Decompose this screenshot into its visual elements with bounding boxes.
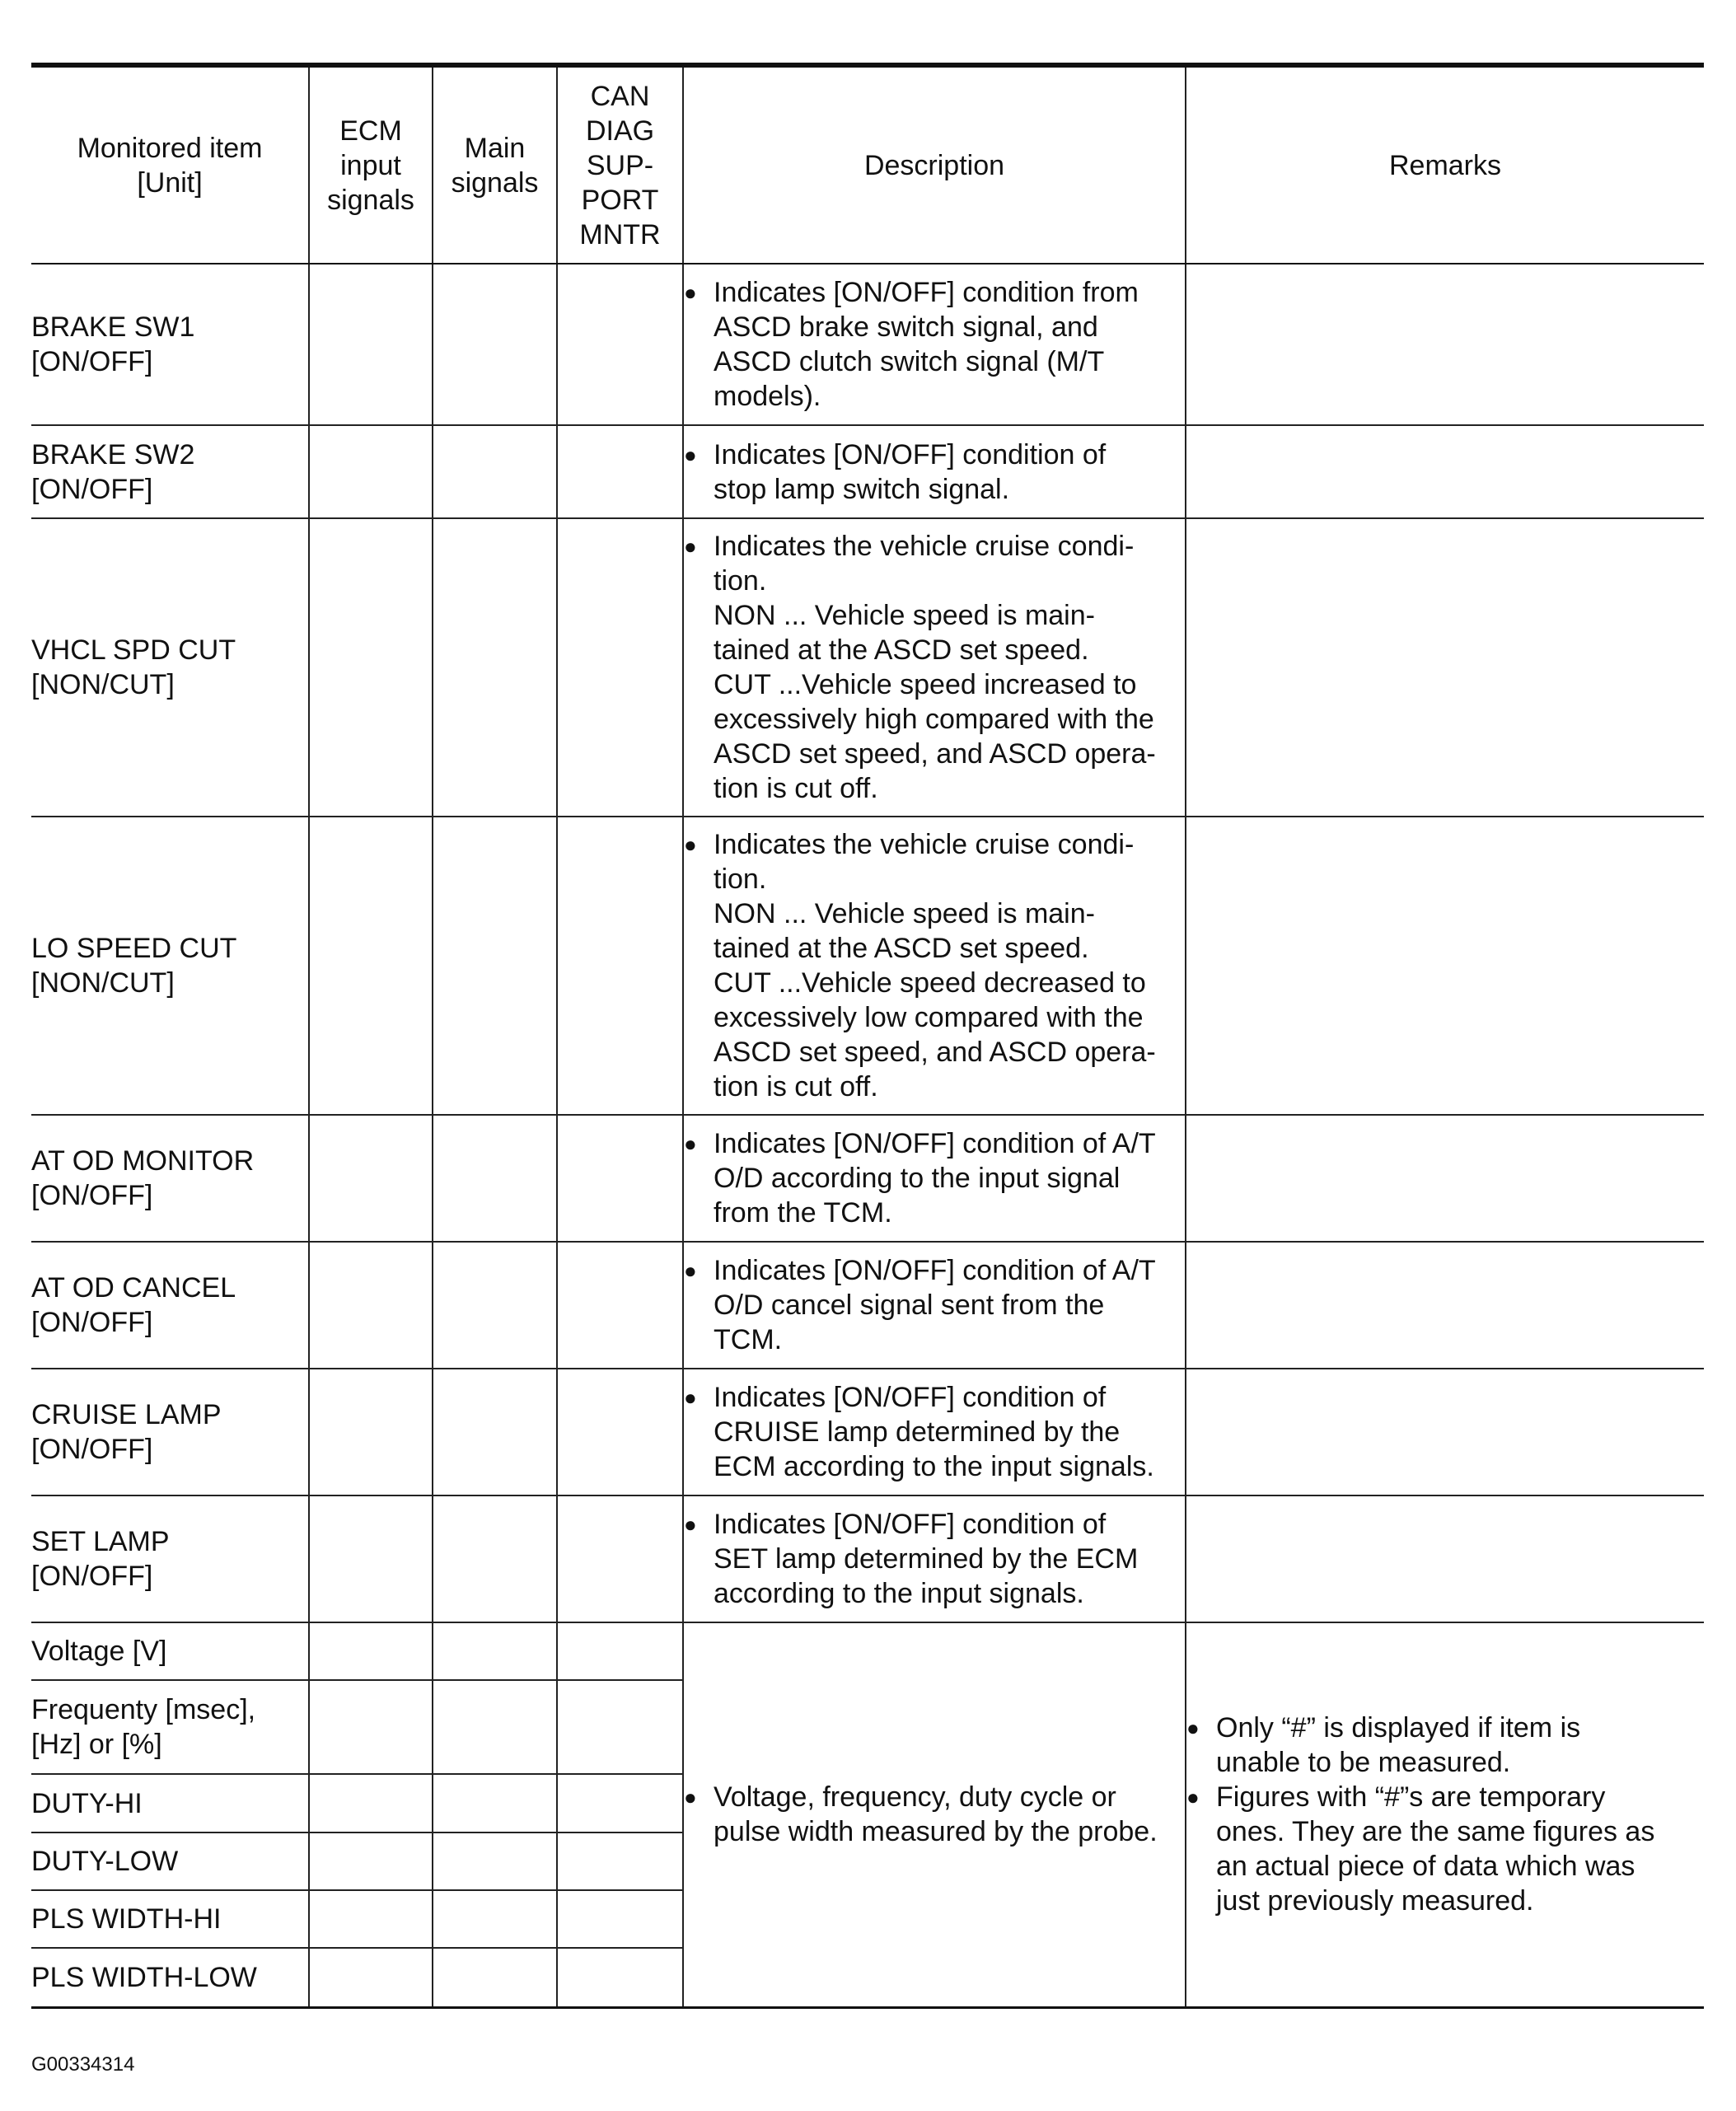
table-row	[31, 518, 1704, 817]
monitored-item-cell	[31, 1774, 309, 1832]
monitored-item-cell	[31, 1242, 309, 1369]
monitored-item-cell	[31, 1369, 309, 1495]
ecm-input-signal-cell	[309, 1115, 433, 1242]
can-diag-cell	[557, 1622, 683, 1680]
remarks-cell	[1186, 518, 1704, 817]
main-signal-cell	[433, 1369, 557, 1495]
main-signal-cell	[433, 817, 557, 1115]
bullet-icon: ●	[684, 280, 697, 305]
table-row	[31, 1242, 1704, 1369]
remark-text: Figures with “#”s are temporary ones. They are the same figures as an actual piece of data which was just previously measured.	[1216, 1781, 1655, 1917]
description-cell	[683, 817, 1186, 1115]
bullet-icon: ●	[684, 1785, 697, 1810]
probe-remarks-cell	[1186, 1622, 1704, 2007]
description-text: Indicates [ON/OFF] condition from ASCD brake switch signal, and ASCD clutch switch signal (M/T models).	[714, 277, 1139, 412]
probe-description-cell	[683, 1622, 1186, 2007]
description-text: Indicates [ON/OFF] condition of A/T O/D cancel signal sent from the TCM.	[714, 1255, 1156, 1355]
header-row	[31, 65, 1704, 264]
main-signal-cell	[433, 1622, 557, 1680]
remarks-cell	[1186, 1495, 1704, 1622]
description-cell	[683, 518, 1186, 817]
header-can-diag-support-mntr: CAN DIAG SUP- PORT MNTR	[557, 65, 683, 264]
ecm-input-signal-cell	[309, 1832, 433, 1890]
ecm-input-signal-cell	[309, 1948, 433, 2007]
monitored-item-cell	[31, 817, 309, 1115]
main-signal-cell	[433, 1832, 557, 1890]
can-diag-cell	[557, 1680, 683, 1774]
main-signal-cell	[433, 1890, 557, 1948]
table-row	[31, 264, 1704, 425]
monitored-item-label: BRAKE SW1 [ON/OFF]	[31, 311, 195, 377]
bullet-icon: ●	[684, 442, 697, 467]
bullet-icon: ●	[684, 832, 697, 857]
remarks-cell	[1186, 425, 1704, 518]
ecm-input-signal-cell	[309, 1369, 433, 1495]
main-signal-cell	[433, 1774, 557, 1832]
ecm-input-signal-cell	[309, 1890, 433, 1948]
remarks-cell	[1186, 1115, 1704, 1242]
remark-text: Only “#” is displayed if item is unable to be measured.	[1216, 1712, 1581, 1779]
can-diag-cell	[557, 1242, 683, 1369]
can-diag-cell	[557, 425, 683, 518]
monitor-item-table	[31, 63, 1704, 2009]
remarks-cell	[1186, 264, 1704, 425]
main-signal-cell	[433, 1948, 557, 2007]
ecm-input-signal-cell	[309, 518, 433, 817]
bullet-icon: ●	[1186, 1715, 1200, 1741]
main-signal-cell	[433, 1495, 557, 1622]
monitored-item-cell	[31, 518, 309, 817]
ecm-input-signal-cell	[309, 1622, 433, 1680]
bullet-icon: ●	[684, 1131, 697, 1156]
monitored-item-label: VHCL SPD CUT [NON/CUT]	[31, 634, 236, 700]
monitored-item-label: DUTY-LOW	[31, 1846, 179, 1877]
description-cell	[683, 425, 1186, 518]
remarks-cell	[1186, 1242, 1704, 1369]
can-diag-cell	[557, 518, 683, 817]
monitored-item-label: CRUISE LAMP [ON/OFF]	[31, 1399, 222, 1465]
bullet-icon: ●	[684, 534, 697, 559]
monitored-item-label: BRAKE SW2 [ON/OFF]	[31, 438, 195, 505]
monitored-item-label: PLS WIDTH-LOW	[31, 1961, 257, 1993]
main-signal-cell	[433, 1242, 557, 1369]
table-row	[31, 1369, 1704, 1495]
monitored-item-cell	[31, 1495, 309, 1622]
description-cell	[683, 1369, 1186, 1495]
header-ecm-input-signals: ECM input signals	[309, 65, 433, 264]
can-diag-cell	[557, 1948, 683, 2007]
remarks-cell	[1186, 817, 1704, 1115]
can-diag-cell	[557, 817, 683, 1115]
description-text: Indicates the vehicle cruise condi- tion. NON ... Vehicle speed is main- tained at the ASCD set speed. CUT ...Vehicle speed increased to excessively high compared with the ASCD set speed, and ASCD opera- tion is cut off.	[714, 531, 1156, 804]
monitored-item-label: LO SPEED CUT [NON/CUT]	[31, 933, 237, 999]
figure-code: G00334314	[31, 2053, 135, 2076]
can-diag-cell	[557, 1832, 683, 1890]
description-text: Indicates the vehicle cruise condi- tion. NON ... Vehicle speed is main- tained at the ASCD set speed. CUT ...Vehicle speed decreased to excessively low compared with the ASCD set speed, and ASCD opera- tion is cut off.	[714, 829, 1156, 1102]
monitored-item-label: SET LAMP [ON/OFF]	[31, 1526, 170, 1592]
monitored-item-label: Frequenty [msec], [Hz] or [%]	[31, 1694, 256, 1760]
description-cell	[683, 1242, 1186, 1369]
header-remarks: Remarks	[1186, 65, 1704, 264]
description-cell	[683, 1495, 1186, 1622]
monitored-item-cell	[31, 1948, 309, 2007]
can-diag-cell	[557, 1495, 683, 1622]
monitored-item-cell	[31, 1680, 309, 1774]
monitored-item-cell	[31, 425, 309, 518]
ecm-input-signal-cell	[309, 817, 433, 1115]
table-row	[31, 1622, 1704, 1680]
header-main-signals: Main signals	[433, 65, 557, 264]
bullet-icon: ●	[684, 1385, 697, 1410]
can-diag-cell	[557, 1774, 683, 1832]
ecm-input-signal-cell	[309, 425, 433, 518]
remarks-cell	[1186, 1369, 1704, 1495]
can-diag-cell	[557, 1369, 683, 1495]
table-row	[31, 1495, 1704, 1622]
ecm-input-signal-cell	[309, 1774, 433, 1832]
monitored-item-label: AT OD MONITOR [ON/OFF]	[31, 1145, 255, 1211]
monitored-item-cell	[31, 264, 309, 425]
description-text: Indicates [ON/OFF] condition of CRUISE lamp determined by the ECM according to the input signals.	[714, 1382, 1154, 1482]
ecm-input-signal-cell	[309, 1680, 433, 1774]
monitored-item-cell	[31, 1115, 309, 1242]
monitored-item-label: AT OD CANCEL [ON/OFF]	[31, 1272, 236, 1338]
bullet-icon: ●	[1186, 1785, 1200, 1810]
table-row	[31, 817, 1704, 1115]
monitored-item-cell	[31, 1622, 309, 1680]
header-monitored-item: Monitored item [Unit]	[31, 65, 309, 264]
bullet-icon: ●	[684, 1512, 697, 1537]
can-diag-cell	[557, 1890, 683, 1948]
main-signal-cell	[433, 1680, 557, 1774]
monitored-item-label: PLS WIDTH-HI	[31, 1903, 222, 1935]
table-row	[31, 1115, 1704, 1242]
can-diag-cell	[557, 264, 683, 425]
ecm-input-signal-cell	[309, 1242, 433, 1369]
can-diag-cell	[557, 1115, 683, 1242]
description-cell	[683, 264, 1186, 425]
table-row	[31, 425, 1704, 518]
description-text: Indicates [ON/OFF] condition of SET lamp determined by the ECM according to the input signals.	[714, 1509, 1139, 1609]
main-signal-cell	[433, 264, 557, 425]
ecm-input-signal-cell	[309, 264, 433, 425]
description-text: Indicates [ON/OFF] condition of stop lamp switch signal.	[714, 438, 1107, 505]
main-signal-cell	[433, 425, 557, 518]
monitored-item-cell	[31, 1832, 309, 1890]
ecm-input-signal-cell	[309, 1495, 433, 1622]
main-signal-cell	[433, 1115, 557, 1242]
main-signal-cell	[433, 518, 557, 817]
description-text: Indicates [ON/OFF] condition of A/T O/D according to the input signal from the TCM.	[714, 1128, 1156, 1229]
monitored-item-cell	[31, 1890, 309, 1948]
bullet-icon: ●	[684, 1258, 697, 1283]
probe-description-text: Voltage, frequency, duty cycle or pulse width measured by the probe.	[714, 1781, 1158, 1848]
monitored-item-label: DUTY-HI	[31, 1787, 143, 1819]
monitored-item-label: Voltage [V]	[31, 1636, 167, 1667]
description-cell	[683, 1115, 1186, 1242]
header-description: Description	[683, 65, 1186, 264]
